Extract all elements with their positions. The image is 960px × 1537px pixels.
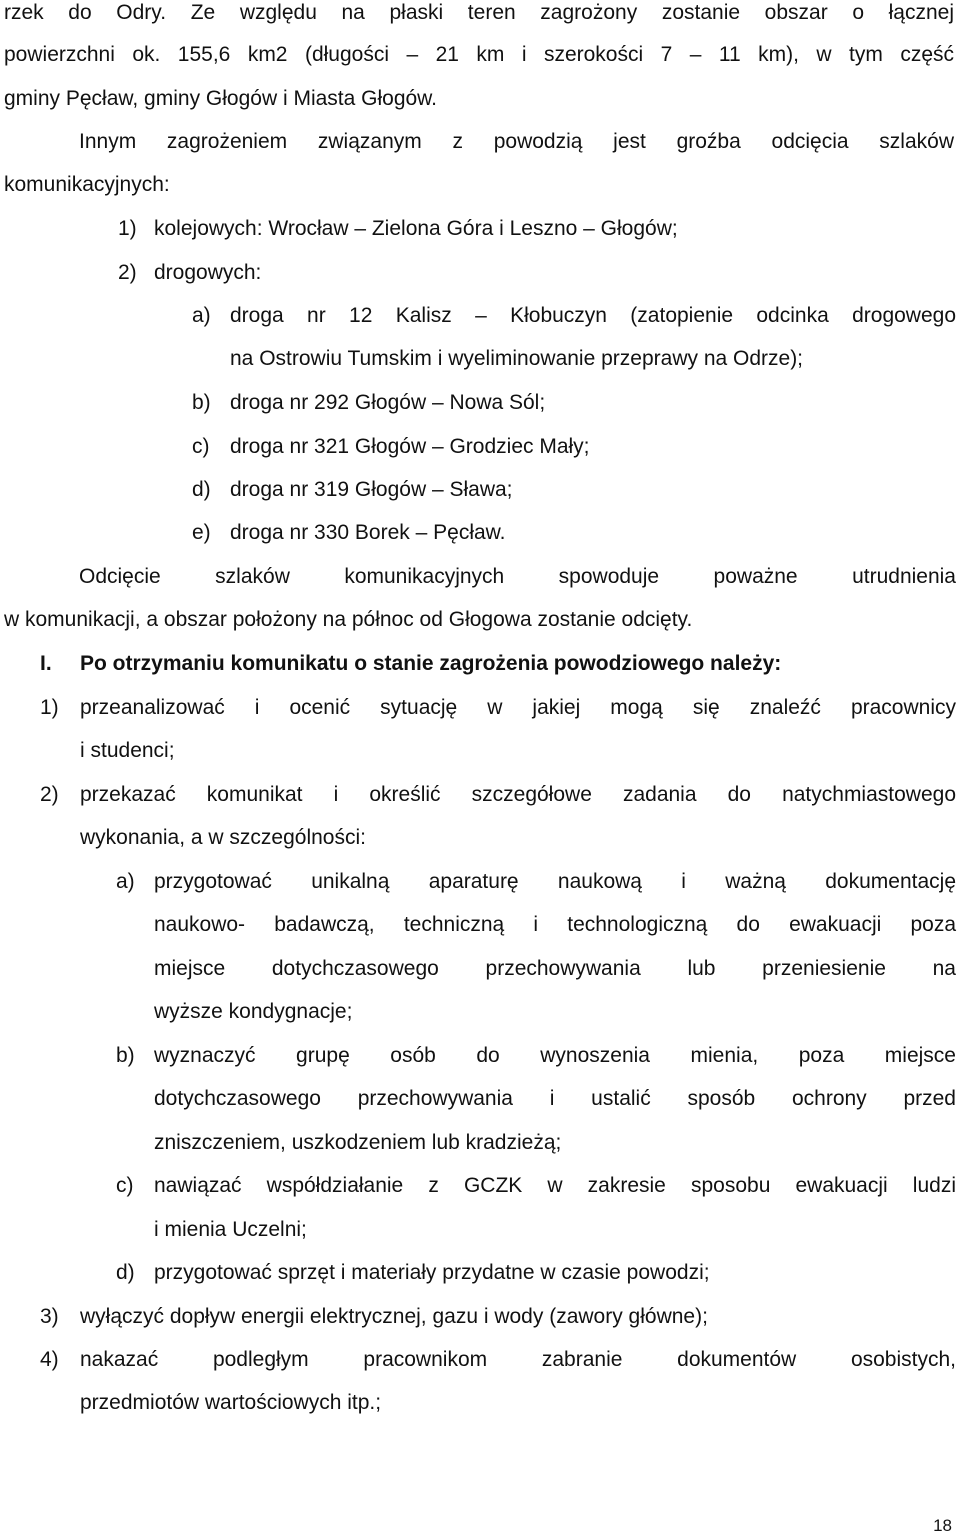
route-e: droga nr 330 Borek – Pęcław. [230, 521, 506, 544]
section-marker: I. [40, 652, 52, 675]
sublist-marker: b) [116, 1044, 135, 1067]
sublist-marker: d) [116, 1261, 135, 1284]
cutoff-line-1: Odcięcie szlaków komunikacyjnych spowoduje poważne utrudnienia [79, 565, 956, 588]
action-a-line-1: przygotować unikalną aparaturę naukową i ważną dokumentację [154, 870, 956, 893]
action-d: przygotować sprzęt i materiały przydatne w czasie powodzi; [154, 1261, 710, 1284]
route-d: droga nr 319 Głogów – Sława; [230, 478, 513, 501]
route-a-line-1: droga nr 12 Kalisz – Kłobuczyn (zatopienie odcinka drogowego [230, 304, 956, 327]
action-b-line-1: wyznaczyć grupę osób do wynoszenia mienia, poza miejsce [154, 1044, 956, 1067]
section-heading: Po otrzymaniu komunikatu o stanie zagrożenia powodziowego należy: [80, 652, 782, 675]
intro-line-1: rzek do Odry. Ze względu na płaski teren zagrożony zostanie obszar o łącznej [4, 1, 954, 24]
sublist-marker: d) [192, 478, 211, 501]
action-3: wyłączyć dopływ energii elektrycznej, gazu i wody (zawory główne); [80, 1305, 708, 1328]
action-a-line-4: wyższe kondygnacje; [154, 1000, 353, 1023]
route-b: droga nr 292 Głogów – Nowa Sól; [230, 391, 546, 414]
threat-line-2: komunikacyjnych: [4, 173, 170, 196]
intro-line-2: powierzchni ok. 155,6 km2 (długości – 21 km i szerokości 7 – 11 km), w tym część [4, 43, 954, 66]
page-number: 18 [933, 1516, 952, 1535]
action-1-line-2: i studenci; [80, 739, 175, 762]
list-item-road: drogowych: [154, 261, 262, 284]
threat-line-1: Innym zagrożeniem związanym z powodzią jest groźba odcięcia szlaków [79, 130, 954, 153]
route-c: droga nr 321 Głogów – Grodziec Mały; [230, 435, 590, 458]
action-2-line-2: wykonania, a w szczególności: [80, 826, 366, 849]
route-a-line-2: na Ostrowiu Tumskim i wyeliminowanie przeprawy na Odrze); [230, 347, 804, 370]
sublist-marker: a) [116, 870, 135, 893]
action-4-line-2: przedmiotów wartościowych itp.; [80, 1391, 382, 1414]
list-marker: 1) [40, 696, 59, 719]
list-marker: 1) [118, 217, 137, 240]
action-2-line-1: przekazać komunikat i określić szczegółowe zadania do natychmiastowego [80, 783, 956, 806]
list-marker: 2) [40, 783, 59, 806]
sublist-marker: e) [192, 521, 211, 544]
list-marker: 4) [40, 1348, 59, 1371]
sublist-marker: c) [116, 1174, 134, 1197]
action-a-line-3: miejsce dotychczasowego przechowywania lub przeniesienie na [154, 957, 956, 980]
sublist-marker: a) [192, 304, 211, 327]
action-c-line-2: i mienia Uczelni; [154, 1218, 307, 1241]
cutoff-line-2: w komunikacji, a obszar położony na północ od Głogowa zostanie odcięty. [4, 608, 693, 631]
action-b-line-3: zniszczeniem, uszkodzeniem lub kradzieżą; [154, 1131, 562, 1154]
action-c-line-1: nawiązać współdziałanie z GCZK w zakresie sposobu ewakuacji ludzi [154, 1174, 956, 1197]
list-marker: 2) [118, 261, 137, 284]
list-marker: 3) [40, 1305, 59, 1328]
action-b-line-2: dotychczasowego przechowywania i ustalić sposób ochrony przed [154, 1087, 956, 1110]
sublist-marker: b) [192, 391, 211, 414]
action-a-line-2: naukowo- badawczą, techniczną i technologiczną do ewakuacji poza [154, 913, 956, 936]
action-1-line-1: przeanalizować i ocenić sytuację w jakiej mogą się znaleźć pracownicy [80, 696, 956, 719]
intro-line-3: gminy Pęcław, gminy Głogów i Miasta Głogów. [4, 87, 438, 110]
list-item-rail: kolejowych: Wrocław – Zielona Góra i Leszno – Głogów; [154, 217, 678, 240]
sublist-marker: c) [192, 435, 210, 458]
action-4-line-1: nakazać podległym pracownikom zabranie dokumentów osobistych, [80, 1348, 956, 1371]
